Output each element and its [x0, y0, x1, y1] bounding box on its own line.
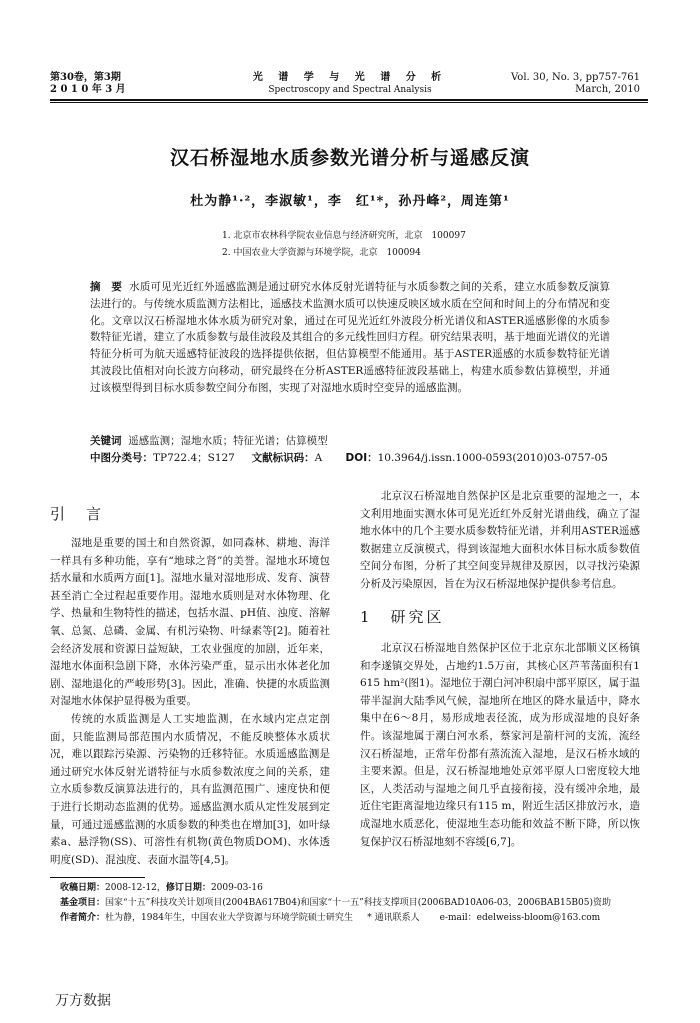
date-en: March, 2010 [575, 84, 640, 95]
watermark-text: 万方数据 [55, 993, 111, 1009]
clc-label: 中图分类号： [90, 452, 153, 464]
doc-code-label: 文献标识码： [251, 452, 315, 464]
doi-label: DOI： [345, 452, 378, 464]
journal-name-en: Spectroscopy and Spectral Analysis [268, 85, 432, 95]
paragraph: 传统的水质监测是人工实地监测，在水域内定点定剖面，只能监测局部范围内水质情况，不能反映整体水质状况，难以跟踪污染源、污染物的迁移特征。水质遥感监测是通过研究水体反射光谱特征与水质参数浓度之间的关系，建立水质参数反演算法进行的，具有监测范围广、速度快和便于进行长期动态监测的优势。遥感监测水质从定性发展到定量，可通过遥感监测的水质参数的种类也在增加[3]，如叶绿素a、悬浮物(SS)、可溶性有机物(黄色物质DOM)、水体透明度(SD)、混浊度、表面水温等[4,5]。 [50, 712, 330, 866]
volume-en: Vol. 30, No. 3, pp757-761 [511, 72, 640, 83]
author-list: 杜为静¹·²，李淑敏¹，李 红¹*，孙丹峰²，周连第¹ [190, 194, 510, 209]
abstract-text: 水质可见光近红外遥感监测是通过研究水体反射光谱特征与水质参数之间的关系，建立水质参数反演算法进行的。与传统水质监测方法相比，遥感技术监测水质可以快速反映区域水质在空间和时间上的分布情况和变化。文章以汉石桥湿地水体水质为研究对象，通过在可见光近红外波段分析光谱仪和ASTER遥感影像的水质参数特征光谱，建立了水质参数与最佳波段及其组合的多元线性回归方程。研究结果表明，基于地面光谱仪的光谱特征分析可为航天遥感特征波段的选择提供依据，但估算模型不能通用。基于ASTER遥感的水质参数特征光谱其波段比值相对向长波方向移动，研究最终在分析ASTER遥感特征波段基础上，构建水质参数估算模型，并通过该模型得到目标水质参数空间分布图，实现了对湿地水质时空变异的遥感监测。 [90, 281, 611, 394]
doc-code-value: A [314, 452, 323, 464]
clc-value: TP722.4；S127 [153, 452, 235, 464]
doi-value: 10.3964/j.issn.1000-0593(2010)03-0757-05 [377, 452, 608, 464]
corresponding-author: * 通讯联系人 [367, 913, 420, 923]
keywords [90, 433, 630, 449]
journal-name-cn: 光 谱 学 与 光 谱 分 析 [252, 72, 448, 83]
journal-issue-en [511, 72, 640, 96]
right-column-intro [360, 488, 640, 594]
paragraph: 北京汉石桥湿地自然保护区是北京重要的湿地之一，本文利用地面实测水体可见光近红外反射光谱曲线，确立了湿地水体中的几个主要水质参数特征光谱，并利用ASTER遥感数据建立反演模式，得到该湿地大面积水体目标水质参数值空间分布图，分析了其空间变异规律及原因，以寻找污染源分析及污染原因，旨在为汉石桥湿地保护提供参考信息。 [360, 490, 640, 590]
author-bio-label: 作者简介： [60, 913, 106, 923]
volume-cn: 第30卷，第3期 [50, 72, 121, 83]
revised-label: 修订日期： [165, 883, 211, 893]
footnote-fund [60, 897, 650, 910]
keywords-text: 遥感监测；湿地水质；特征光谱；估算模型 [128, 435, 328, 447]
author-email: e-mail：edelweiss-bloom@163.com [439, 913, 601, 923]
paragraph: 湿地是重要的国土和自然资源，如同森林、耕地、海洋一样具有多种功能，享有“地球之肾”的美誉。湿地水环境包括水量和水质两方面[1]。湿地水量对湿地形成、发育、演替甚至消亡全过程起重要作用。湿地水质则是对水体物理、化学、热量和生物特性的描述，包括水温、pH值、浊度、溶解氧、总氮、总磷、金属、有机污染物、叶绿素等[2]。随着社会经济发展和资源日益短缺，工农业强度的加剧，近年来，湿地水体面积急剧下降，水体污染严重，显示出水体老化加剧、湿地退化的严峻形势[3]。因此，准确、快捷的水质监测对湿地水体保护显得极为重要。 [50, 537, 330, 708]
received-date: 2008-12-12， [105, 883, 166, 893]
affiliation-1: 1. 北京市农林科学院农业信息与经济研究所，北京 100097 [222, 231, 466, 241]
keywords-label: 关键词 [90, 435, 122, 447]
date-cn: 2 0 1 0 年 3 月 [50, 84, 126, 95]
received-label: 收稿日期： [60, 883, 106, 893]
author-bio: 杜为静，1984年生，中国农业大学资源与环境学院硕士研究生 [105, 913, 353, 923]
footnote-dates [60, 882, 650, 895]
abstract [90, 279, 610, 397]
paper-title: 汉石桥湿地水质参数光谱分析与遥感反演 [169, 147, 530, 169]
header-rule [50, 99, 648, 101]
revised-date: 2009-03-16 [210, 883, 263, 893]
affiliation-2: 2. 中国农业大学资源与环境学院，北京 100094 [222, 248, 421, 258]
left-column [50, 535, 330, 869]
footnote-rule [50, 877, 145, 878]
footnote-author [60, 912, 650, 925]
right-column-body [360, 640, 640, 851]
fund-label: 基金项目： [60, 898, 106, 908]
abstract-label: 摘 要 [90, 281, 123, 293]
classification-line [90, 450, 630, 466]
section-heading-study-area: 1 研究区 [360, 608, 445, 626]
section-heading-intro: 引 言 [50, 505, 105, 523]
fund-text: 国家“十五”科技攻关计划项目(2004BA617B04)和国家“十一五”科技支撑项目(2006BAD10A06-03，2006BAB15B05)资助 [105, 898, 612, 908]
paragraph: 北京汉石桥湿地自然保护区位于北京东北部顺义区杨镇和李遂镇交界处，占地约1.5万亩，其核心区芦苇荡面积有1 615 hm²(图1)。湿地位于潮白河冲积扇中部平原区，属于温带半湿润大陆季风气候，湿地所在地区的降水量适中，降水集中在6～8月，易形成地表径流，成为形成湿地的良好条件。该湿地属于潮白河水系，蔡家河是箭杆河的支流，流经汉石桥湿地，正常年份都有蒸流流入湿地，是汉石桥水域的主要来源。但是，汉石桥湿地地处京郊平原人口密度较大地区，人类活动与湿地之间几乎直接衔接，没有缓冲余地，最近住宅距离湿地边缘只有115 m，附近生活区排放污水，造成湿地水质恶化，使湿地生态功能和效益不断下降，所以恢复保护汉石桥湿地刻不容缓[6,7]。 [360, 642, 640, 848]
header-rule-thin [50, 102, 648, 103]
